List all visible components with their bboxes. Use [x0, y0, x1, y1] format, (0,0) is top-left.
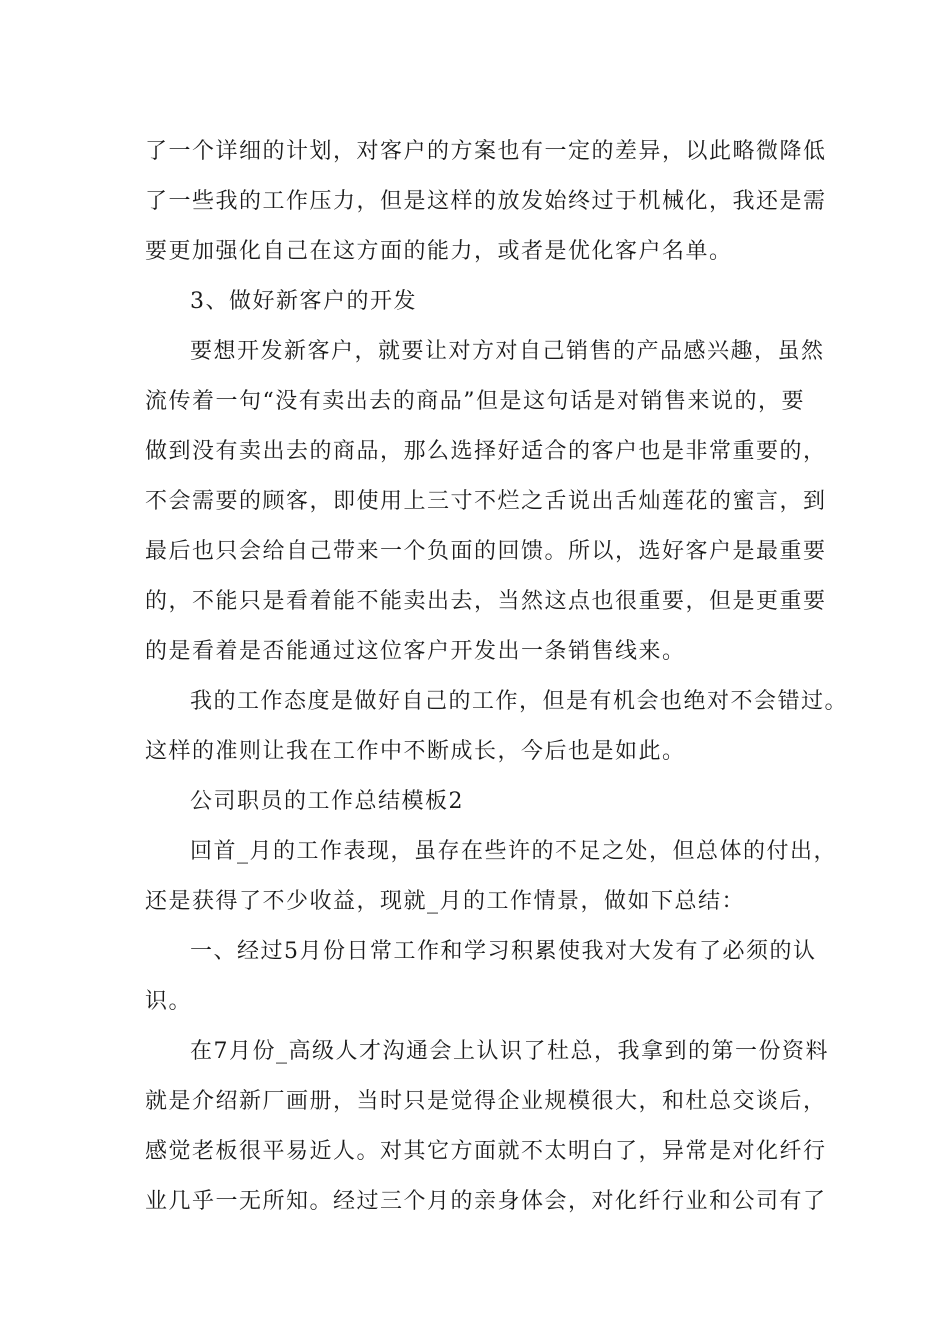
text-line: 感觉老板很平易近人。对其它方面就不太明白了，异常是对化纤行: [145, 1139, 827, 1164]
text-line: 的，不能只是看着能不能卖出去，当然这点也很重要，但是更重要: [145, 589, 827, 614]
text-line: 这样的准则让我在工作中不断成长，今后也是如此。: [145, 739, 686, 764]
text-line: 不会需要的顾客，即使用上三寸不烂之舌说出舌灿莲花的蜜言，到: [145, 489, 827, 514]
text-line: 的是看着是否能通过这位客户开发出一条销售线来。: [145, 639, 686, 664]
text-line: 做到没有卖出去的商品，那么选择好适合的客户也是非常重要的，: [145, 439, 827, 464]
paragraph-first-line: 回首_月的工作表现，虽存在些许的不足之处，但总体的付出，: [190, 839, 838, 864]
paragraph-first-line: 一、经过5月份日常工作和学习积累使我对大发有了必须的认: [190, 939, 817, 964]
text-line: 识。: [145, 989, 193, 1014]
text-line: 要更加强化自己在这方面的能力，或者是优化客户名单。: [145, 239, 733, 264]
text-line: 了一些我的工作压力，但是这样的放发始终过于机械化，我还是需: [145, 189, 827, 214]
section-heading: 3、做好新客户的开发: [190, 289, 417, 314]
text-line: 就是介绍新厂画册，当时只是觉得企业规模很大，和杜总交谈后，: [145, 1089, 827, 1114]
text-line: 流传着一句“没有卖出去的商品”但是这句话是对销售来说的，要: [145, 389, 805, 414]
text-line: 业几乎一无所知。经过三个月的亲身体会，对化纤行业和公司有了: [145, 1189, 827, 1214]
section-title: 公司职员的工作总结模板2: [190, 789, 464, 814]
paragraph-first-line: 要想开发新客户，就要让对方对自己销售的产品感兴趣，虽然: [190, 339, 825, 364]
text-line: 还是获得了不少收益，现就_月的工作情景，做如下总结：: [145, 889, 746, 914]
text-line: 了一个详细的计划，对客户的方案也有一定的差异，以此略微降低: [145, 139, 827, 164]
paragraph-first-line: 在7月份_高级人才沟通会上认识了杜总，我拿到的第一份资料: [190, 1039, 829, 1064]
text-line: 最后也只会给自己带来一个负面的回馈。所以，选好客户是最重要: [145, 539, 827, 564]
paragraph-first-line: 我的工作态度是做好自己的工作，但是有机会也绝对不会错过。: [190, 689, 849, 714]
